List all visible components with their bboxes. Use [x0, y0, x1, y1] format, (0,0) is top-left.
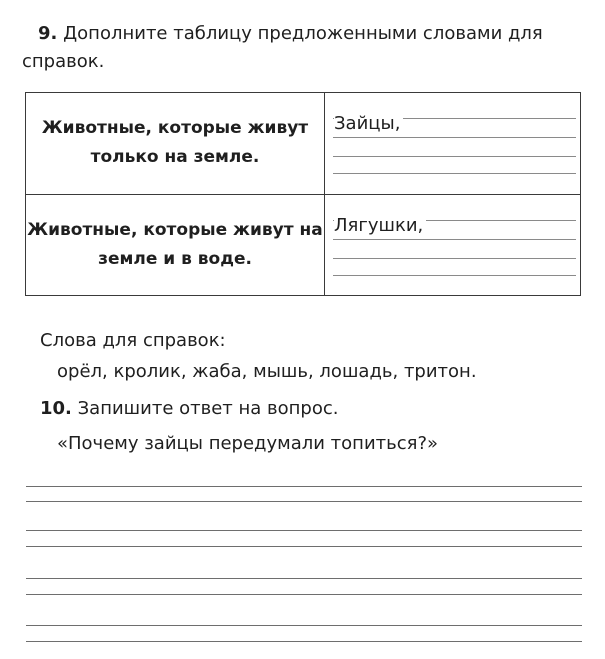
- answer-example-frogs: Лягушки,: [334, 215, 426, 236]
- category-cell-land-and-water: Животные, которые живут на земле и в воде.: [26, 194, 325, 296]
- table-row: [26, 93, 581, 195]
- answer-line[interactable]: [26, 546, 582, 547]
- task-10-text: Запишите ответ на вопрос.: [77, 398, 339, 419]
- task-10-instruction: [40, 398, 338, 419]
- answer-example-hares: Зайцы,: [334, 113, 403, 134]
- category-cell-land-only: Животные, которые живут только на земле.: [26, 93, 325, 195]
- task-10-question: «Почему зайцы передумали топиться?»: [57, 433, 439, 454]
- writing-line: [333, 137, 576, 138]
- answer-line[interactable]: [26, 641, 582, 642]
- answer-line[interactable]: [26, 625, 582, 626]
- reference-words-label: Слова для справок:: [40, 330, 226, 351]
- writing-line: [333, 275, 576, 276]
- answer-cell-land-and-water[interactable]: [325, 194, 581, 296]
- task-10-number: 10.: [40, 398, 72, 419]
- table-row: [26, 194, 581, 296]
- writing-line: [333, 258, 576, 259]
- answer-line[interactable]: [26, 594, 582, 595]
- reference-words-list: орёл, кролик, жаба, мышь, лошадь, тритон.: [57, 361, 477, 382]
- answer-line[interactable]: [26, 530, 582, 531]
- answer-line[interactable]: [26, 578, 582, 579]
- task-9-number: 9.: [38, 23, 58, 44]
- writing-line: [333, 173, 576, 174]
- answer-cell-land-only[interactable]: [325, 93, 581, 195]
- writing-line: [333, 239, 576, 240]
- task-9-instruction: [22, 20, 582, 76]
- answer-line[interactable]: [26, 486, 582, 487]
- task-9-text: Дополните таблицу предложенными словами для справок.: [22, 23, 543, 72]
- writing-line: [333, 156, 576, 157]
- answer-line[interactable]: [26, 501, 582, 502]
- fill-in-table: [25, 92, 581, 296]
